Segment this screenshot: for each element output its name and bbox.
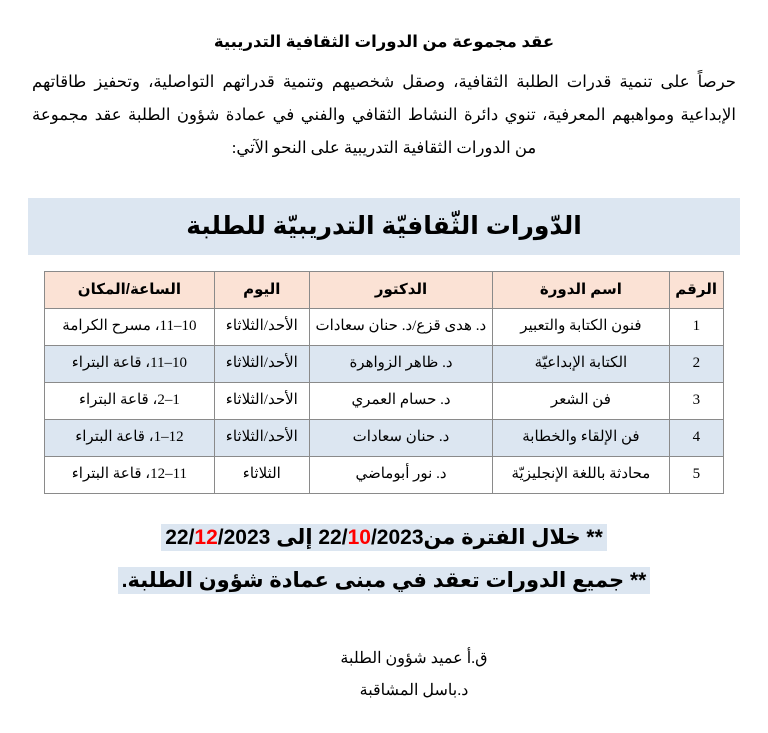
notes-section — [26, 520, 742, 600]
note-venue-text: ** جميع الدورات تعقد في مبنى عمادة شؤون الطلبة. — [118, 567, 651, 594]
intro-paragraph — [30, 65, 738, 164]
cell-number: 4 — [669, 419, 723, 456]
courses-table-wrapper — [44, 271, 724, 494]
cell-number: 2 — [669, 345, 723, 382]
cell-course-name: فنون الكتابة والتعبير — [493, 308, 670, 345]
table-row — [45, 419, 724, 456]
table-body — [45, 308, 724, 493]
note-period-to-year: 2023 — [223, 525, 271, 549]
intro-line-3: من الدورات الثقافية التدريبية على النحو الآتي: — [231, 137, 537, 157]
note-period-to-day: 22 — [165, 525, 189, 549]
cell-doctor: د. هدى قزع/د. حنان سعادات — [309, 308, 492, 345]
cell-day: الأحد/الثلاثاء — [214, 308, 309, 345]
table-row — [45, 382, 724, 419]
table-row — [45, 345, 724, 382]
intro-line-1: حرصاً على تنمية قدرات الطلبة الثقافية، وصقل شخصيهم وتنمية قدراتهم التواصلية، وتحفيز طاقاتهم — [32, 71, 736, 91]
cell-number: 3 — [669, 382, 723, 419]
cell-doctor: د. حسام العمري — [309, 382, 492, 419]
cell-day: الأحد/الثلاثاء — [214, 382, 309, 419]
cell-time-place: 12–1، قاعة البتراء — [45, 419, 215, 456]
cell-time-place: 10–11، مسرح الكرامة — [45, 308, 215, 345]
cell-course-name: محادثة باللغة الإنجليزيّة — [493, 456, 670, 493]
cell-time-place: 10–11، قاعة البتراء — [45, 345, 215, 382]
column-header-time-place: الساعة/المكان — [45, 271, 215, 308]
note-period-prefix: ** خلال الفترة من — [423, 525, 603, 549]
cell-course-name: فن الإلقاء والخطابة — [493, 419, 670, 456]
intro-line-2: الإبداعية ومواهبهم المعرفية، تنوي دائرة النشاط الثقافي والفني في عمادة شؤون الطلبة عقد مجموعة — [32, 104, 736, 124]
cell-time-place: 11–12، قاعة البتراء — [45, 456, 215, 493]
table-header — [45, 271, 724, 308]
note-period: ** خلال الفترة من22/10/2023 إلى 22/12/2023 — [26, 520, 742, 557]
column-header-doctor: الدكتور — [309, 271, 492, 308]
cell-course-name: فن الشعر — [493, 382, 670, 419]
cell-number: 1 — [669, 308, 723, 345]
table-row — [45, 308, 724, 345]
note-period-to-month: 12 — [194, 525, 218, 549]
cell-course-name: الكتابة الإبداعيّة — [493, 345, 670, 382]
signature-role: ق.أ عميد شؤون الطلبة — [340, 650, 488, 668]
courses-table — [44, 271, 724, 494]
note-venue — [26, 563, 742, 600]
table-row — [45, 456, 724, 493]
note-period-connector: إلى — [276, 525, 313, 549]
cell-day: الأحد/الثلاثاء — [214, 419, 309, 456]
column-header-day: اليوم — [214, 271, 309, 308]
cell-time-place: 1–2، قاعة البتراء — [45, 382, 215, 419]
cell-doctor: د. نور أبوماضي — [309, 456, 492, 493]
note-period-from-month: 10 — [347, 525, 371, 549]
cell-doctor: د. حنان سعادات — [309, 419, 492, 456]
signature-name: د.باسل المشاقبة — [359, 682, 469, 700]
note-period-from-day: 22 — [318, 525, 342, 549]
page-title: عقد مجموعة من الدورات الثقافية التدريبية — [213, 33, 555, 51]
cell-day: الثلاثاء — [214, 456, 309, 493]
cell-day: الأحد/الثلاثاء — [214, 345, 309, 382]
section-banner: الدّورات الثّقافيّة التدريبيّة للطلبة — [28, 198, 740, 255]
note-period-from-year: 2023 — [376, 525, 424, 549]
signature-block — [0, 643, 768, 707]
column-header-number: الرقم — [669, 271, 723, 308]
cell-doctor: د. ظاهر الزواهرة — [309, 345, 492, 382]
cell-number: 5 — [669, 456, 723, 493]
table-header-row — [45, 271, 724, 308]
intro-section — [0, 0, 768, 164]
column-header-course-name: اسم الدورة — [493, 271, 670, 308]
